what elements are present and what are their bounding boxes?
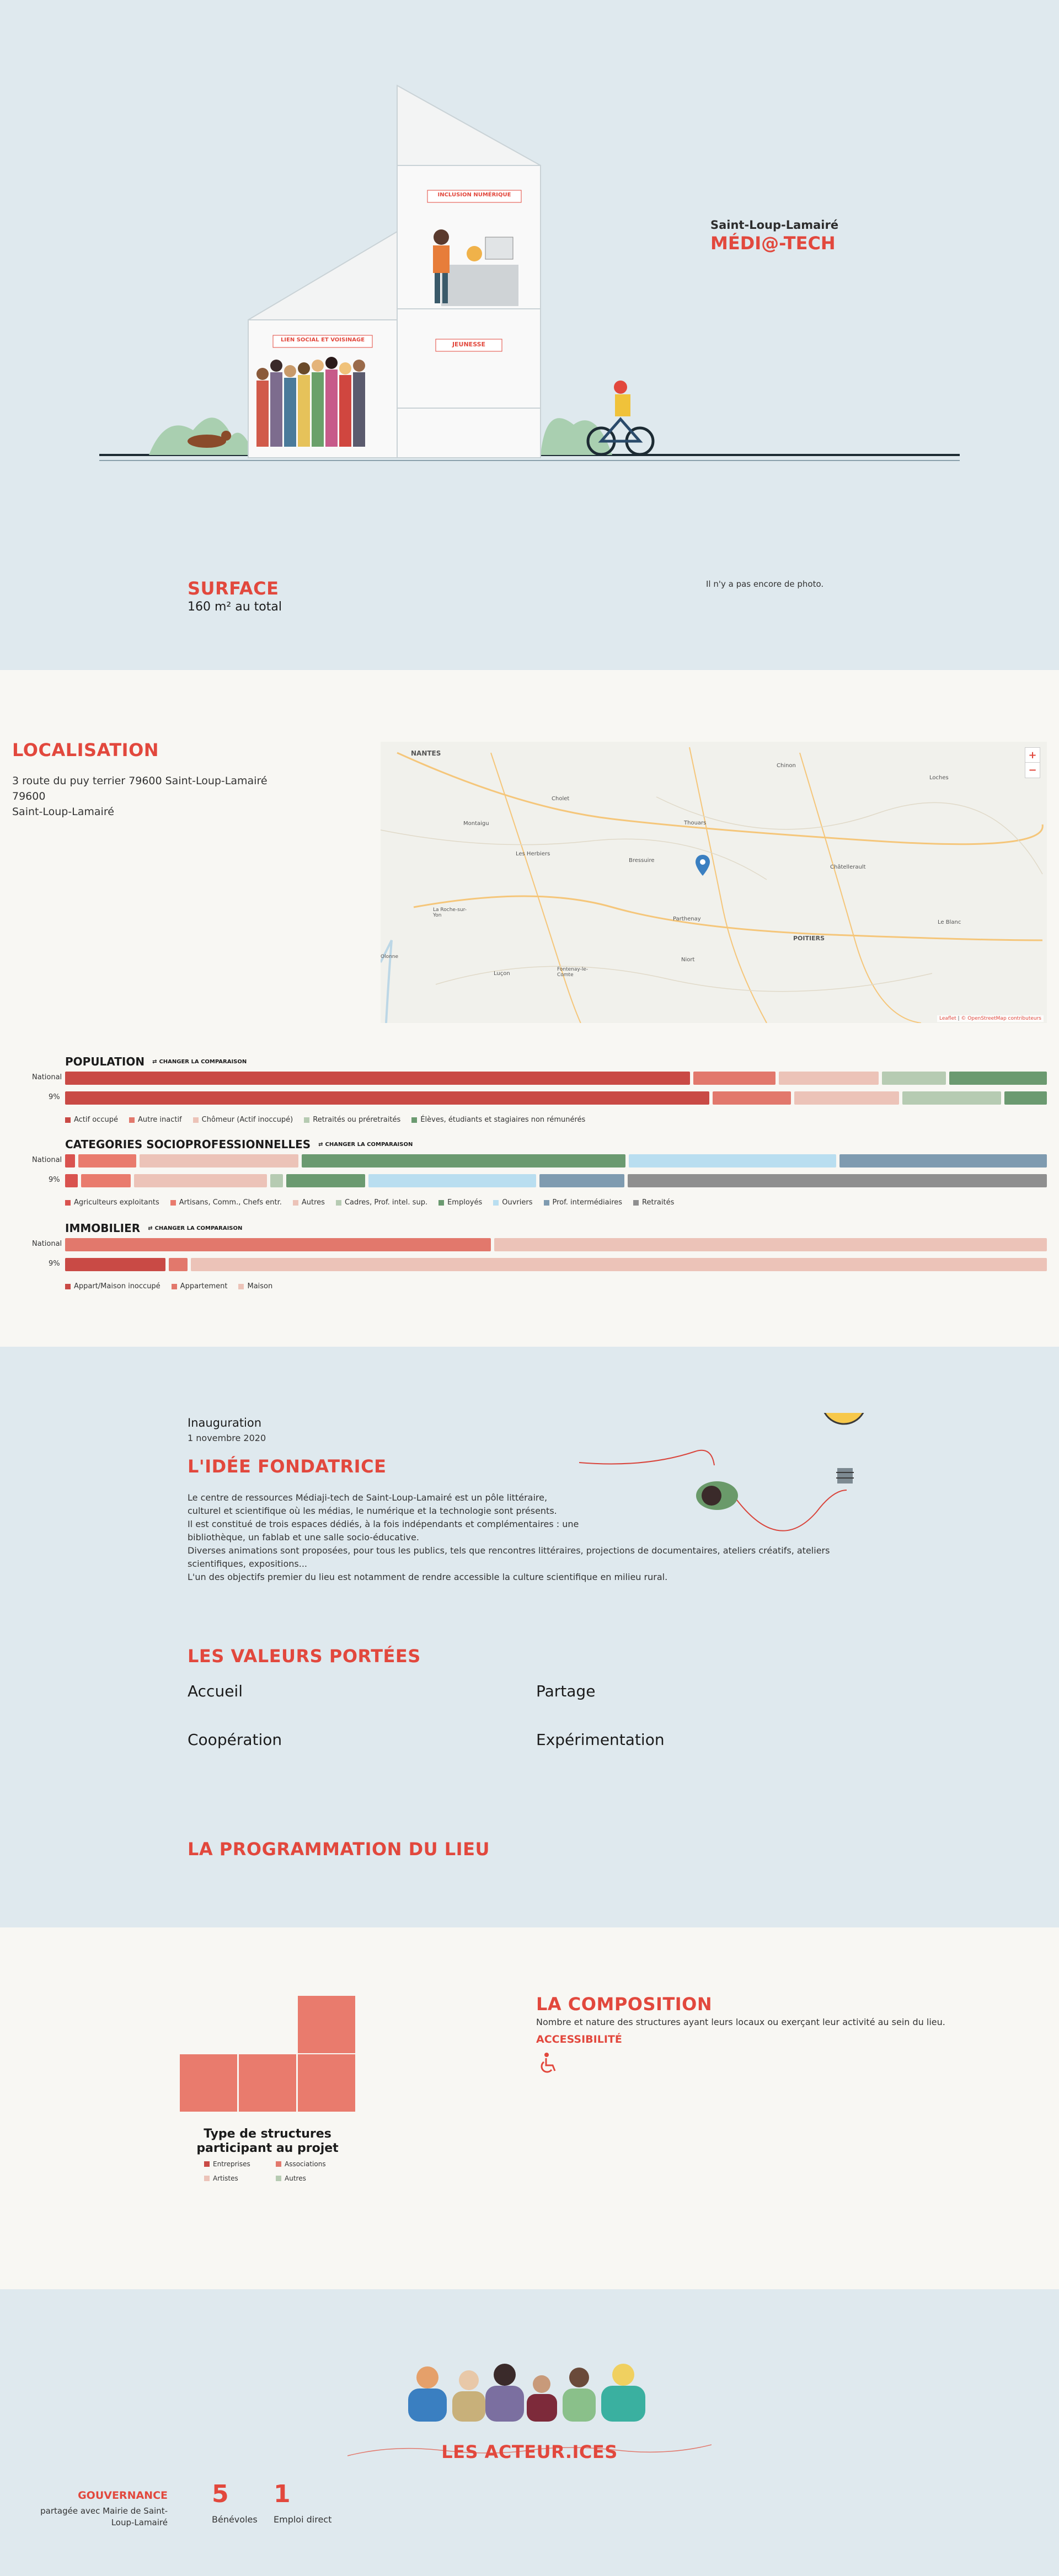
idea-section <box>0 1347 1059 1927</box>
csp-segment-agriculteurs-exploitants[interactable] <box>65 1154 75 1167</box>
legend-label: Ouvriers <box>502 1198 533 1207</box>
csp-segment-agriculteurs-exploitants[interactable] <box>65 1174 78 1187</box>
legend-label: Prof. intermédiaires <box>552 1198 623 1207</box>
structure-block <box>298 2054 355 2112</box>
map-label: Châtellerault <box>830 864 866 870</box>
governance-title: GOUVERNANCE <box>78 2489 168 2502</box>
csp-segment-ouvriers[interactable] <box>368 1174 536 1187</box>
map-label: Le Blanc <box>938 919 961 925</box>
row-label: National <box>32 1156 62 1164</box>
lightbulb-illustration <box>579 1413 877 1556</box>
legend-item <box>204 2160 276 2168</box>
surface-value: 160 m² au total <box>188 600 282 614</box>
csp-segment-autres[interactable] <box>134 1174 267 1187</box>
compare-label: CHANGER LA COMPARAISON <box>325 1141 413 1148</box>
legend-label: Artisans, Comm., Chefs entr. <box>179 1198 282 1207</box>
inauguration-date: 1 novembre 2020 <box>188 1433 266 1443</box>
structures-legend <box>204 2160 336 2182</box>
place-name: Saint-Loup-Lamairé <box>710 218 839 232</box>
realestate-national-bar <box>65 1238 1047 1251</box>
realestate-title <box>65 1222 242 1235</box>
chart-title-line: participant au projet <box>196 2141 339 2155</box>
address-line-2: 79600 <box>12 790 46 802</box>
legend-item <box>204 2175 276 2182</box>
legend-label: Entreprises <box>213 2160 250 2168</box>
population-title-text: POPULATION <box>65 1055 145 1068</box>
governance-text-line: Loup-Lamairé <box>111 2518 168 2527</box>
composition-section <box>0 1927 1059 2289</box>
legend-item <box>65 1198 159 1207</box>
csp-segment-prof-interm-diaires[interactable] <box>539 1174 624 1187</box>
map-label: Thouars <box>684 820 707 826</box>
compare-label: CHANGER LA COMPARAISON <box>154 1225 243 1231</box>
legend-item <box>544 1198 623 1207</box>
governance-text <box>17 2505 168 2529</box>
legend-item <box>65 1116 118 1124</box>
value-item: Coopération <box>188 1731 282 1749</box>
map-label: Parthenay <box>673 916 701 922</box>
population-segment-retrait-s-ou-pr-retrait-s[interactable] <box>882 1072 946 1085</box>
governance-text-line: partagée avec Mairie de Saint- <box>40 2506 168 2516</box>
surface-title: SURFACE <box>188 578 279 599</box>
legend-item <box>65 1282 161 1290</box>
population-segment-retrait-s-ou-pr-retrait-s[interactable] <box>902 1091 1001 1105</box>
population-national-bar <box>65 1072 1047 1085</box>
csp-segment-autres[interactable] <box>140 1154 299 1167</box>
value-item: Expérimentation <box>536 1731 665 1749</box>
structures-chart-title <box>180 2127 355 2156</box>
legend-label: Retraités <box>642 1198 675 1207</box>
legend-item <box>276 2160 336 2168</box>
chart-title-line: Type de structures <box>204 2127 331 2141</box>
csp-legend <box>65 1198 674 1207</box>
population-segment-autre-inactif[interactable] <box>713 1091 791 1105</box>
programmation-title: LA PROGRAMMATION DU LIEU <box>188 1839 490 1860</box>
legend-label: Chômeur (Actif inoccupé) <box>201 1116 293 1124</box>
legend-label: Artistes <box>213 2175 238 2182</box>
structures-chart <box>180 1996 355 2112</box>
wheelchair-icon <box>539 2052 558 2074</box>
csp-segment-retrait-s[interactable] <box>628 1174 1047 1187</box>
accessibility-title: ACCESSIBILITÉ <box>536 2033 622 2045</box>
actors-illustration <box>408 2355 656 2422</box>
population-legend <box>65 1116 585 1124</box>
leaflet-link[interactable]: Leaflet <box>939 1016 956 1021</box>
address-line-3: Saint-Loup-Lamairé <box>12 806 114 818</box>
volunteers-label: Bénévoles <box>212 2514 258 2525</box>
legend-item <box>276 2175 336 2182</box>
jobs-label: Emploi direct <box>274 2514 332 2525</box>
swap-icon: ⇄ <box>318 1141 323 1148</box>
csp-segment-employ-s[interactable] <box>286 1174 365 1187</box>
idea-text-line: Le centre de ressources Médiaji-tech de Saint-Loup-Lamairé est un pôle littéraire, <box>188 1492 548 1503</box>
legend-label: Agriculteurs exploitants <box>74 1198 159 1207</box>
legend-item <box>411 1116 585 1124</box>
jobs-count: 1 <box>274 2480 291 2508</box>
population-segment-actif-occup-[interactable] <box>65 1072 690 1085</box>
site-title: MÉDI@-TECH <box>710 233 836 254</box>
map-label: NANTES <box>411 749 441 757</box>
row-label: National <box>32 1240 62 1248</box>
legend-item <box>493 1198 532 1207</box>
legend-label: Maison <box>247 1282 273 1290</box>
map-label: Montaigu <box>463 821 489 827</box>
compare-button[interactable] <box>152 1059 247 1065</box>
legend-item <box>304 1116 400 1124</box>
idea-text-line: scientifiques, expositions... <box>188 1559 308 1569</box>
sign-jeunesse: JEUNESSE <box>452 341 486 348</box>
location-section <box>0 670 1059 1347</box>
map-attribution: Leaflet | © OpenStreetMap contributeurs <box>937 1015 1044 1022</box>
population-local-bar <box>65 1091 1047 1105</box>
map-label: Niort <box>681 957 695 963</box>
csp-segment-artisans-comm-chefs-entr-[interactable] <box>78 1154 136 1167</box>
inauguration-label: Inauguration <box>188 1416 262 1429</box>
csp-title <box>65 1138 413 1151</box>
sign-lien-social: LIEN SOCIAL ET VOISINAGE <box>280 337 365 343</box>
map-label: Cholet <box>552 796 570 802</box>
map-label: Les Herbiers <box>516 851 550 857</box>
idea-title: L'IDÉE FONDATRICE <box>188 1456 387 1477</box>
legend-label: Autre inactif <box>137 1116 182 1124</box>
realestate-segment-appart-maison-inoccup-[interactable] <box>65 1258 165 1271</box>
location-title: LOCALISATION <box>12 740 159 761</box>
map-marker-icon[interactable] <box>696 855 710 876</box>
realestate-segment-maison[interactable] <box>494 1238 1047 1251</box>
map-label: Bressuire <box>629 858 655 864</box>
structure-block <box>298 1996 355 2053</box>
realestate-title-text: IMMOBILIER <box>65 1222 141 1235</box>
realestate-segment-maison[interactable] <box>191 1258 1047 1271</box>
map-label: Fontenay-le-Comte <box>557 967 589 978</box>
compare-label: CHANGER LA COMPARAISON <box>159 1058 247 1065</box>
legend-item <box>438 1198 482 1207</box>
map-roads <box>381 742 1047 1023</box>
row-label: 9% <box>49 1260 60 1268</box>
structure-block <box>239 2054 296 2112</box>
legend-label: Employés <box>447 1198 483 1207</box>
values-title: LES VALEURS PORTÉES <box>188 1646 421 1667</box>
map-label: La Roche-sur-Yon <box>433 907 467 918</box>
compare-button[interactable] <box>318 1142 413 1148</box>
zoom-out-button[interactable]: − <box>1025 763 1040 778</box>
swap-icon: ⇄ <box>152 1058 157 1065</box>
row-label: 9% <box>49 1176 60 1184</box>
building-illustration <box>88 72 971 469</box>
idea-text-line: culturel et scientifique où les médias, le numérique et la technologie sont présents. <box>188 1506 557 1516</box>
legend-label: Actif occupé <box>74 1116 118 1124</box>
swap-icon: ⇄ <box>148 1225 153 1231</box>
population-segment--l-ves-tudiants-et-stagiaires-non-r-mun-r-s[interactable] <box>949 1072 1047 1085</box>
csp-segment-ouvriers[interactable] <box>629 1154 836 1167</box>
population-title <box>65 1055 247 1068</box>
compare-button[interactable] <box>148 1225 242 1231</box>
idea-text-line: L'un des objectifs premier du lieu est notamment de rendre accessible la culture scientifique en milieu rural. <box>188 1572 668 1582</box>
realestate-legend <box>65 1282 272 1290</box>
csp-national-bar <box>65 1154 1047 1167</box>
legend-item <box>238 1282 272 1290</box>
composition-title: LA COMPOSITION <box>536 1994 713 2015</box>
composition-subtitle: Nombre et nature des structures ayant leurs locaux ou exerçant leur activité au sein du lieu. <box>536 2017 945 2027</box>
legend-label: Associations <box>285 2160 326 2168</box>
legend-label: Élèves, étudiants et stagiaires non rémunérés <box>420 1116 586 1124</box>
value-item: Partage <box>536 1682 596 1700</box>
zoom-in-button[interactable]: + <box>1025 747 1040 763</box>
map-label: POITIERS <box>793 935 825 942</box>
osm-link[interactable]: © OpenStreetMap contributeurs <box>961 1016 1041 1021</box>
volunteers-count: 5 <box>212 2480 229 2508</box>
map-zoom-controls <box>1025 747 1040 778</box>
population-segment-autre-inactif[interactable] <box>693 1072 775 1085</box>
legend-label: Cadres, Prof. intel. sup. <box>344 1198 428 1207</box>
legend-label: Autres <box>301 1198 325 1207</box>
realestate-segment-appartement[interactable] <box>169 1258 188 1271</box>
legend-item <box>129 1116 182 1124</box>
population-segment-ch-meur-actif-inoccup-[interactable] <box>794 1091 899 1105</box>
map-label: Luçon <box>494 971 510 977</box>
csp-segment-artisans-comm-chefs-entr-[interactable] <box>81 1174 130 1187</box>
legend-label: Appart/Maison inoccupé <box>74 1282 161 1290</box>
hero-section <box>0 0 1059 670</box>
realestate-segment-appartement[interactable] <box>65 1238 491 1251</box>
csp-segment-cadres-prof-intel-sup-[interactable] <box>270 1174 283 1187</box>
realestate-local-bar <box>65 1258 1047 1271</box>
no-photo-text: Il n'y a pas encore de photo. <box>706 579 824 589</box>
row-label: 9% <box>49 1093 60 1101</box>
legend-label: Appartement <box>180 1282 228 1290</box>
map-label: Chinon <box>777 763 796 769</box>
legend-item <box>633 1198 674 1207</box>
legend-label: Autres <box>285 2175 306 2182</box>
csp-local-bar <box>65 1174 1047 1187</box>
population-segment-actif-occup-[interactable] <box>65 1091 709 1105</box>
value-item: Accueil <box>188 1682 243 1700</box>
map-label: Loches <box>929 775 949 781</box>
row-label: National <box>32 1073 62 1081</box>
actors-title: LES ACTEUR.ICES <box>441 2441 618 2462</box>
legend-item <box>172 1282 228 1290</box>
sign-inclusion: INCLUSION NUMÉRIQUE <box>437 192 511 198</box>
legend-item <box>293 1198 325 1207</box>
actors-section <box>0 2289 1059 2576</box>
idea-text-line: bibliothèque, un fablab et une salle socio-éducative. <box>188 1532 419 1543</box>
population-segment-ch-meur-actif-inoccup-[interactable] <box>779 1072 879 1085</box>
structure-block <box>180 2054 237 2112</box>
map[interactable] <box>381 742 1047 1023</box>
idea-text-line: Diverses animations sont proposées, pour tous les publics, tels que rencontres littéraires, projections de documentaires, ateliers créatifs, ateliers <box>188 1545 830 1556</box>
idea-text-line: Il est constitué de trois espaces dédiés, à la fois indépendants et complémentaires : une <box>188 1519 579 1529</box>
legend-item <box>170 1198 282 1207</box>
legend-label: Retraités ou préretraités <box>313 1116 401 1124</box>
map-label: Olonne <box>381 954 399 960</box>
population-segment--l-ves-tudiants-et-stagiaires-non-r-mun-r-s[interactable] <box>1004 1091 1047 1105</box>
address-line-1: 3 route du puy terrier 79600 Saint-Loup-Lamairé <box>12 775 268 787</box>
csp-segment-prof-interm-diaires[interactable] <box>839 1154 1047 1167</box>
legend-item <box>193 1116 293 1124</box>
csp-segment-employ-s[interactable] <box>302 1154 625 1167</box>
csp-title-text: CATEGORIES SOCIOPROFESSIONNELLES <box>65 1138 311 1151</box>
legend-item <box>336 1198 427 1207</box>
